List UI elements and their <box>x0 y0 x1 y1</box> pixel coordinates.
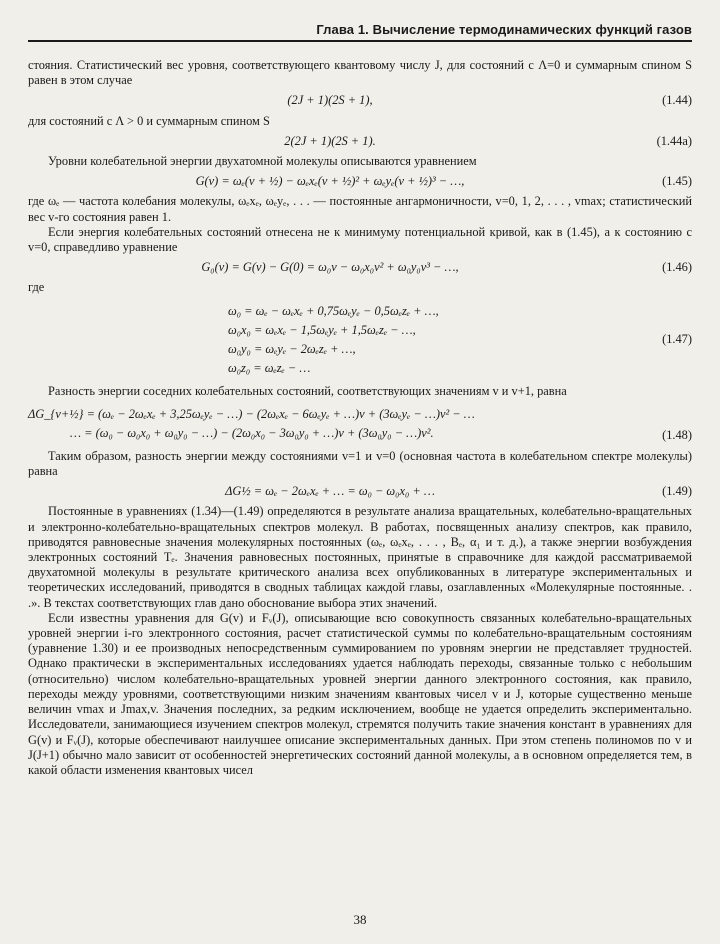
paragraph: Если энергия колебательных состояний отнесена не к минимуму потенциальной кривой, как в (1.45), а к состоянию с v=0, справедливо уравнение <box>28 224 692 255</box>
paragraph: где ωₑ — частота колебания молекулы, ωₑxₑ, ωₑyₑ, . . . — постоянные ангармоничности, v=0, 1, 2, . . . , vmax; статистический вес v-го состояния равен 1. <box>28 194 692 224</box>
paragraph: стояния. Статистический вес уровня, соответствующего квантовому числу J, для состояний с Λ=0 и суммарным спином S равен в этом случае <box>28 58 692 88</box>
equation-1-45 <box>28 174 692 189</box>
equation-number: (1.44) <box>662 93 692 108</box>
equation-1-49 <box>28 484 692 499</box>
equation-1-44 <box>28 93 692 108</box>
equation-number: (1.47) <box>662 332 692 347</box>
equation-1-44a <box>28 134 692 149</box>
equation-formula: 2(2J + 1)(2S + 1). <box>284 133 376 148</box>
equation-number: (1.46) <box>662 260 692 275</box>
header-rule <box>28 40 692 42</box>
equation-number: (1.45) <box>662 174 692 189</box>
equation-line: … = (ω₀ − ω₀x₀ + ω₀y₀ − …) − (2ω₀x₀ − 3ω₀y₀ + …)v + (3ω₀y₀ − …)v². <box>70 425 434 440</box>
paragraph: Таким образом, разность энергии между состояниями v=1 и v=0 (основная частота в колебательном спектре молекулы) равна <box>28 448 692 479</box>
equation-line: ω₀ = ωₑ − ωₑxₑ + 0,75ωₑyₑ − 0,5ωₑzₑ + …, <box>228 303 439 318</box>
paragraph: Разность энергии соседних колебательных состояний, соответствующих значениям v и v+1, равна <box>48 383 567 398</box>
page-number: 38 <box>353 912 367 927</box>
equation-lines <box>28 302 632 378</box>
equation-formula: ΔG½ = ωₑ − 2ωₑxₑ + … = ω₀ − ω₀x₀ + … <box>225 484 435 499</box>
equation-line: ω₀x₀ = ωₑxₑ − 1,5ωₑyₑ + 1,5ωₑzₑ − …, <box>228 322 416 337</box>
equation-1-46 <box>28 260 692 275</box>
paragraph: Постоянные в уравнениях (1.34)—(1.49) определяются в результате анализа вращательных, колебательно-вращательных и электронно-колебательно-вращательных спектров молекул. В работах, посвященных анализу спектров, как правило, приводятся равновесные значения молекулярных постоянных (ωₑ, ωₑxₑ, . . . , Bₑ, α₁ и т. д.), а также энергии возбуждения электронных состояний Tₑ. Значения равновесных постоянных, принятые в справочнике для каждой рассматриваемой двухатомной молекулы в результате критического анализа всех опубликованных в литературе экспериментальных и теоретических исследований, приводятся в сводных таблицах каждой главы, озаглавленных «Молекулярные постоянные. . .». В текстах соответствующих глав дано обоснование выбора этих значений. <box>28 504 692 610</box>
page-body <box>28 58 692 778</box>
equation-line: ΔG_{v+½} = (ωₑ − 2ωₑxₑ + 3,25ωₑyₑ − …) − (2ωₑxₑ − 6ωₑyₑ + …)v + (3ωₑyₑ − …)v² − … <box>28 406 475 421</box>
running-head: Глава 1. Вычисление термодинамических функций газов <box>316 22 692 37</box>
paragraph: для состояний с Λ > 0 и суммарным спином S <box>28 113 270 128</box>
where-label: где <box>28 280 45 295</box>
equation-formula: G₀(v) = G(v) − G(0) = ω₀v − ω₀x₀v² + ω₀y₀v³ − …, <box>201 260 459 275</box>
equation-line: ω₀y₀ = ωₑyₑ − 2ωₑzₑ + …, <box>228 341 356 356</box>
equation-formula: G(v) = ωₑ(v + ½) − ωₑxₑ(v + ½)² + ωₑyₑ(v + ½)³ − …, <box>195 174 465 189</box>
equation-formula: (2J + 1)(2S + 1), <box>287 93 373 108</box>
paragraph: Если известны уравнения для G(v) и Fᵥ(J), описывающие всю совокупность связанных колебательно-вращательных уровней энергии i-го электронного состояния, расчет статистической суммы по колебательно-вращательным состояниям (уравнение 1.30) и ее производных непосредственным суммированием по уровням энергии не представляет трудностей. Однако практически в экспериментальных исследованиях удается наблюдать переходы, связанные только с небольшим (относительно) числом колебательно-вращательных уровней энергии данного электронного состояния, как правило, переходы между уровнями, соответствующими низким значениям квантовых чисел v и J, которые существенно меньше величин vmax и Jmax,v. Значения последних, за редким исключением, вообще не удается определить экспериментально. Исследователи, занимающиеся изучением спектров молекул, стремятся получить такие значения констант в уравнениях для G(v) и Fᵥ(J), которые обеспечивают наилучшее описание экспериментальных данных. При этом степень полиномов по v и J(J+1) обычно мало зависит от особенностей энергетических состояний данной молекулы, а в основном определяется тем, в какой области изменения квантовых чисел <box>28 610 692 777</box>
equation-1-47 <box>28 302 692 378</box>
equation-line: ω₀z₀ = ωₑzₑ − … <box>228 360 311 375</box>
paragraph: Уровни колебательной энергии двухатомной молекулы описываются уравнением <box>48 154 477 169</box>
equation-lines <box>28 405 632 443</box>
equation-number: (1.48) <box>662 427 692 442</box>
equation-1-48 <box>28 405 692 443</box>
equation-number: (1.44a) <box>656 133 692 148</box>
equation-number: (1.49) <box>662 484 692 499</box>
